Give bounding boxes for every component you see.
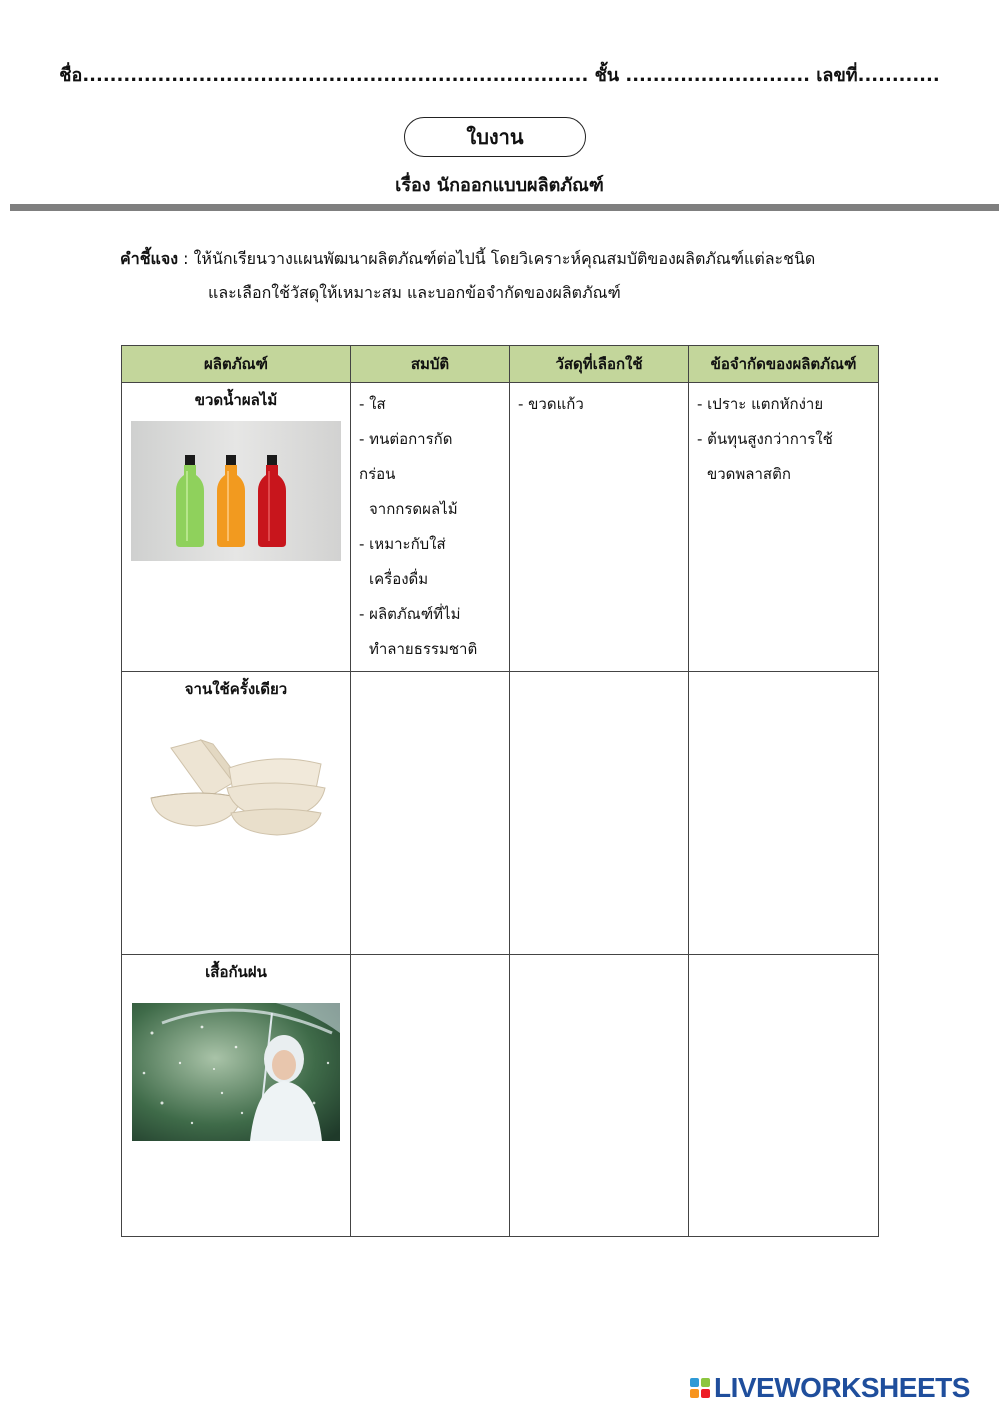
worksheet-subtitle: เรื่อง นักออกแบบผลิตภัณฑ์ xyxy=(395,175,604,196)
product-name: เสื้อกันฝน xyxy=(205,963,267,981)
properties-cell[interactable] xyxy=(351,672,510,955)
instructions-line-2: และเลือกใช้วัสดุให้เหมาะสม และบอกข้อจำกัดของผลิตภัณฑ์ xyxy=(208,283,621,302)
material-cell[interactable] xyxy=(510,955,689,1237)
instructions xyxy=(120,242,900,310)
liveworksheets-logo xyxy=(690,1372,970,1404)
product-name: จานใช้ครั้งเดียว xyxy=(184,680,288,698)
logo-text: LIVEWORKSHEETS xyxy=(714,1372,970,1403)
product-name: ขวดน้ำผลไม้ xyxy=(194,391,278,409)
limitations-cell[interactable] xyxy=(689,383,879,672)
product-table xyxy=(121,345,879,1237)
instructions-colon: : xyxy=(178,249,194,268)
juice-bottles-image xyxy=(131,421,341,561)
raincoat-image xyxy=(132,1003,340,1141)
property-item: - เหมาะกับใส่ xyxy=(359,535,446,553)
limitation-item: ขวดพลาสติก xyxy=(707,465,791,483)
table-row xyxy=(122,383,879,672)
limitation-item: - เปราะ แตกหักง่าย xyxy=(697,395,824,413)
product-cell xyxy=(122,955,351,1237)
properties-cell[interactable] xyxy=(351,955,510,1237)
divider-rule xyxy=(10,204,999,211)
disposable-plates-image xyxy=(141,728,331,848)
header-material: วัสดุที่เลือกใช้ xyxy=(510,346,689,383)
limitations-cell[interactable] xyxy=(689,955,879,1237)
student-info-line: ชื่อ.......................................................................... ชั้น ........................... เลขที่............ xyxy=(59,65,940,86)
property-item: ทำลายธรรมชาติ xyxy=(369,640,478,658)
worksheet-title: ใบงาน xyxy=(404,117,586,157)
product-cell xyxy=(122,672,351,955)
property-item: - ทนต่อการกัด xyxy=(359,430,453,448)
property-item: - ผลิตภัณฑ์ที่ไม่ xyxy=(359,605,461,623)
instructions-label: คำชี้แจง xyxy=(120,249,179,268)
table-row xyxy=(122,672,879,955)
property-item: เครื่องดื่ม xyxy=(369,570,429,588)
material-item: - ขวดแก้ว xyxy=(518,395,584,413)
property-item: - ใส xyxy=(359,395,386,413)
header-product: ผลิตภัณฑ์ xyxy=(122,346,351,383)
property-item: กร่อน xyxy=(359,465,396,483)
logo-mark-icon xyxy=(690,1378,710,1398)
material-cell[interactable] xyxy=(510,672,689,955)
header-limitations: ข้อจำกัดของผลิตภัณฑ์ xyxy=(689,346,879,383)
instructions-line-1: ให้นักเรียนวางแผนพัฒนาผลิตภัณฑ์ต่อไปนี้ โดยวิเคราะห์คุณสมบัติของผลิตภัณฑ์แต่ละชนิด xyxy=(193,249,816,268)
header-properties: สมบัติ xyxy=(351,346,510,383)
property-item: จากกรดผลไม้ xyxy=(369,500,458,518)
properties-cell[interactable] xyxy=(351,383,510,672)
limitation-item: - ต้นทุนสูงกว่าการใช้ xyxy=(697,430,833,448)
material-cell[interactable] xyxy=(510,383,689,672)
table-row xyxy=(122,955,879,1237)
product-cell xyxy=(122,383,351,672)
limitations-cell[interactable] xyxy=(689,672,879,955)
